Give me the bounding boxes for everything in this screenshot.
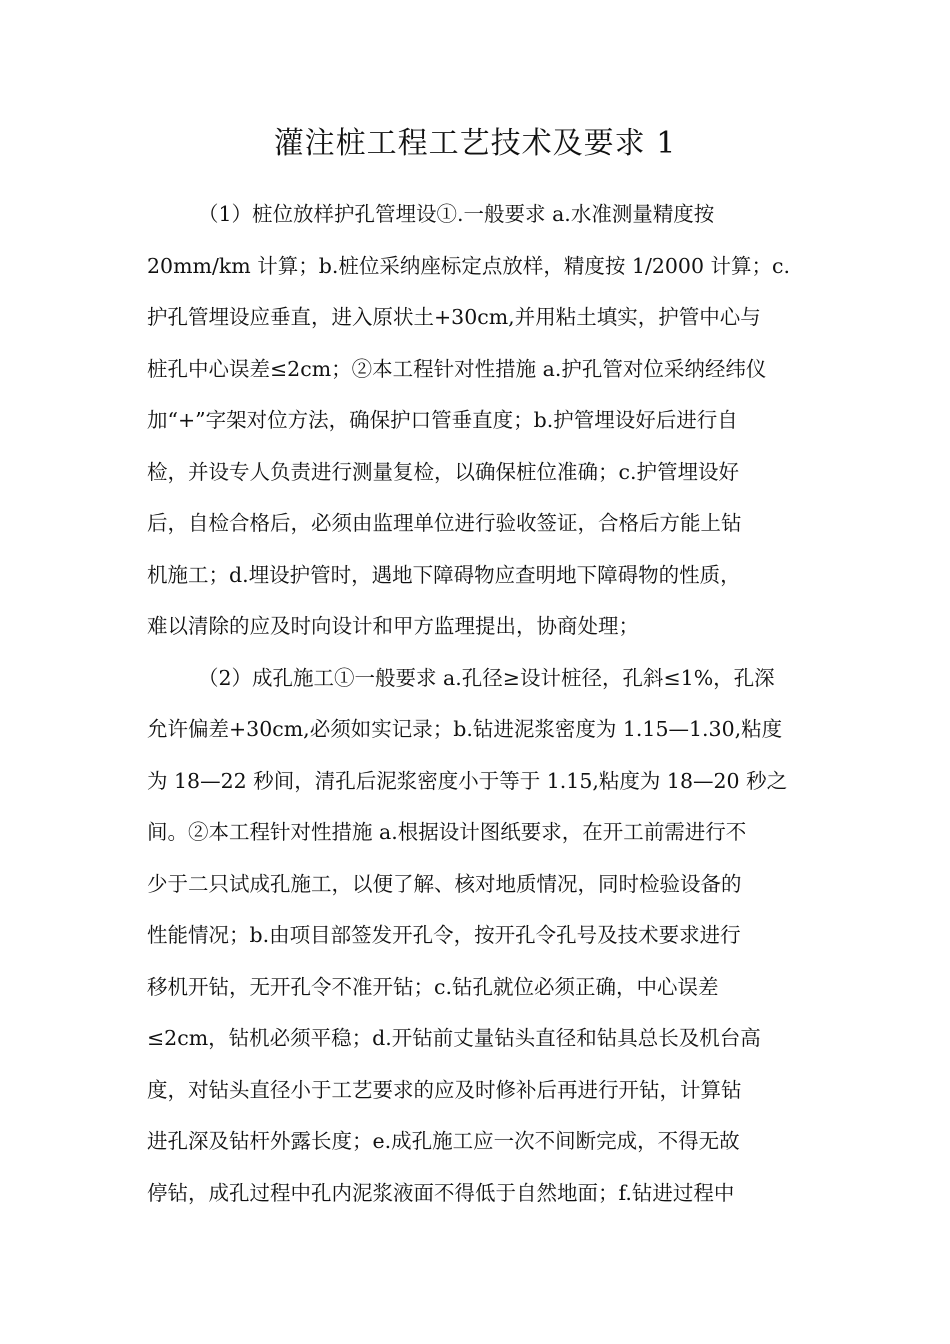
paragraph-1-line-9: 难以清除的应及时向设计和甲方监理提出，协商处理； <box>147 614 639 638</box>
paragraph-1-line-5: 加“+”字架对位方法，确保护口管垂直度；b.护管埋设好后进行自 <box>147 408 738 432</box>
paragraph-2-line-5: 少于二只试成孔施工，以便了解、核对地质情况，同时检验设备的 <box>147 872 742 896</box>
paragraph-1-line-7: 后，自检合格后，必须由监理单位进行验收签证，合格后方能上钻 <box>147 511 742 535</box>
paragraph-2-line-10: 进孔深及钻杆外露长度；e.成孔施工应一次不间断完成，不得无故 <box>147 1129 740 1153</box>
paragraph-1-line-3: 护孔管埋设应垂直，进入原状土+30cm,并用粘土填实，护管中心与 <box>147 305 761 329</box>
paragraph-1-line-8: 机施工；d.埋设护管时，遇地下障碍物应查明地下障碍物的性质， <box>147 563 741 587</box>
paragraph-1-line-2: 20mm/km 计算；b.桩位采纳座标定点放样，精度按 1/2000 计算；c. <box>147 254 791 278</box>
paragraph-1-line-4: 桩孔中心误差≤2cm；②本工程针对性措施 a.护孔管对位采纳经纬仪 <box>147 357 767 381</box>
paragraph-2-line-2: 允许偏差+30cm,必须如实记录；b.钻进泥浆密度为 1.15—1.30,粘度 <box>147 717 783 741</box>
paragraph-2-line-4: 间。②本工程针对性措施 a.根据设计图纸要求，在开工前需进行不 <box>147 820 747 844</box>
paragraph-1-line-1: （1）桩位放样护孔管埋设①.一般要求 a.水准测量精度按 <box>198 202 715 226</box>
paragraph-2-line-3: 为 18—22 秒间，清孔后泥浆密度小于等于 1.15,粘度为 18—20 秒之 <box>147 769 788 793</box>
paragraph-1-line-6: 检，并设专人负责进行测量复检，以确保桩位准确；c.护管埋设好 <box>147 460 739 484</box>
document-title: 灌注桩工程工艺技术及要求 1 <box>273 126 677 161</box>
paragraph-2-line-11: 停钻，成孔过程中孔内泥浆液面不得低于自然地面；f.钻进过程中 <box>147 1181 735 1205</box>
paragraph-2-line-6: 性能情况；b.由项目部签发开孔令，按开孔令孔号及技术要求进行 <box>147 923 741 947</box>
paragraph-2-line-9: 度，对钻头直径小于工艺要求的应及时修补后再进行开钻，计算钻 <box>147 1078 742 1102</box>
paragraph-2-line-7: 移机开钻，无开孔令不准开钻；c.钻孔就位必须正确，中心误差 <box>147 975 719 999</box>
paragraph-2-line-1: （2）成孔施工①一般要求 a.孔径≥设计桩径，孔斜≤1%，孔深 <box>198 666 775 690</box>
paragraph-2-line-8: ≤2cm，钻机必须平稳；d.开钻前丈量钻头直径和钻具总长及机台高 <box>147 1026 761 1050</box>
